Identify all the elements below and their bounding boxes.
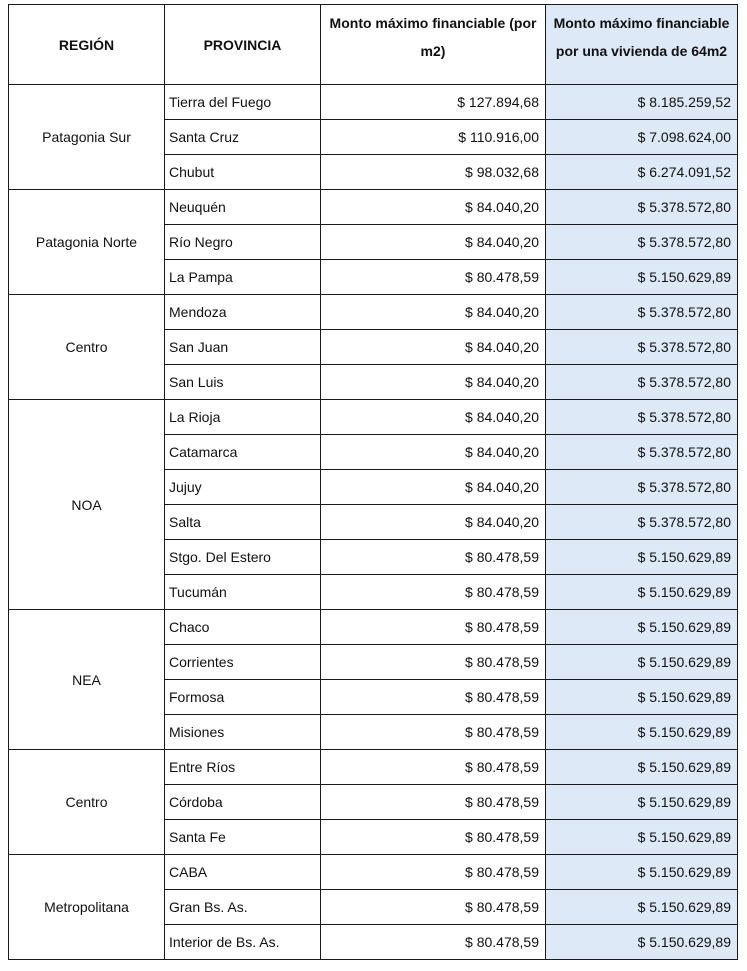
amount-per-64m2-cell: $ 5.378.572,80 (546, 435, 738, 470)
amount-per-m2-cell: $ 80.478,59 (321, 610, 546, 645)
amount-per-64m2-cell: $ 5.150.629,89 (546, 575, 738, 610)
table-body (9, 85, 738, 960)
amount-per-64m2-cell: $ 5.150.629,89 (546, 750, 738, 785)
region-cell: Patagonia Sur (9, 85, 165, 190)
amount-per-64m2-cell: $ 5.150.629,89 (546, 610, 738, 645)
amount-per-64m2-cell: $ 7.098.624,00 (546, 120, 738, 155)
amount-per-m2-cell: $ 84.040,20 (321, 330, 546, 365)
region-cell: Centro (9, 750, 165, 855)
amount-per-m2-cell: $ 110.916,00 (321, 120, 546, 155)
amount-per-64m2-cell: $ 5.150.629,89 (546, 785, 738, 820)
table-header-row (9, 5, 738, 85)
amount-per-64m2-cell: $ 6.274.091,52 (546, 155, 738, 190)
amount-per-64m2-cell: $ 5.150.629,89 (546, 890, 738, 925)
amount-per-64m2-cell: $ 5.150.629,89 (546, 715, 738, 750)
province-cell: Chubut (165, 155, 321, 190)
header-region: REGIÓN (9, 5, 165, 85)
province-cell: Mendoza (165, 295, 321, 330)
province-cell: Entre Ríos (165, 750, 321, 785)
amount-per-m2-cell: $ 80.478,59 (321, 855, 546, 890)
province-cell: Santa Cruz (165, 120, 321, 155)
amount-per-m2-cell: $ 80.478,59 (321, 925, 546, 960)
amount-per-64m2-cell: $ 5.378.572,80 (546, 295, 738, 330)
amount-per-64m2-cell: $ 5.378.572,80 (546, 505, 738, 540)
table-row (9, 855, 738, 890)
amount-per-64m2-cell: $ 5.150.629,89 (546, 645, 738, 680)
amount-per-64m2-cell: $ 5.378.572,80 (546, 225, 738, 260)
province-cell: Neuquén (165, 190, 321, 225)
amount-per-m2-cell: $ 84.040,20 (321, 505, 546, 540)
amount-per-m2-cell: $ 127.894,68 (321, 85, 546, 120)
amount-per-64m2-cell: $ 5.378.572,80 (546, 400, 738, 435)
province-cell: Catamarca (165, 435, 321, 470)
header-province: PROVINCIA (165, 5, 321, 85)
province-cell: Tierra del Fuego (165, 85, 321, 120)
province-cell: Chaco (165, 610, 321, 645)
amount-per-m2-cell: $ 80.478,59 (321, 785, 546, 820)
amount-per-64m2-cell: $ 5.150.629,89 (546, 540, 738, 575)
amount-per-m2-cell: $ 80.478,59 (321, 575, 546, 610)
amount-per-m2-cell: $ 80.478,59 (321, 890, 546, 925)
province-cell: Interior de Bs. As. (165, 925, 321, 960)
header-per-m2: Monto máximo financiable (por m2) (321, 5, 546, 85)
amount-per-64m2-cell: $ 5.150.629,89 (546, 855, 738, 890)
table-row (9, 610, 738, 645)
province-cell: Jujuy (165, 470, 321, 505)
amount-per-m2-cell: $ 80.478,59 (321, 540, 546, 575)
amount-per-64m2-cell: $ 5.150.629,89 (546, 820, 738, 855)
province-cell: San Luis (165, 365, 321, 400)
province-cell: Salta (165, 505, 321, 540)
amount-per-m2-cell: $ 80.478,59 (321, 260, 546, 295)
amount-per-m2-cell: $ 84.040,20 (321, 295, 546, 330)
province-cell: La Pampa (165, 260, 321, 295)
amount-per-m2-cell: $ 84.040,20 (321, 225, 546, 260)
region-cell: Centro (9, 295, 165, 400)
amount-per-64m2-cell: $ 5.150.629,89 (546, 925, 738, 960)
province-cell: Corrientes (165, 645, 321, 680)
province-cell: Misiones (165, 715, 321, 750)
amount-per-m2-cell: $ 84.040,20 (321, 400, 546, 435)
amount-per-m2-cell: $ 84.040,20 (321, 435, 546, 470)
amount-per-m2-cell: $ 80.478,59 (321, 715, 546, 750)
province-cell: Río Negro (165, 225, 321, 260)
province-cell: San Juan (165, 330, 321, 365)
amount-per-m2-cell: $ 98.032,68 (321, 155, 546, 190)
amount-per-m2-cell: $ 80.478,59 (321, 680, 546, 715)
region-cell: Metropolitana (9, 855, 165, 960)
province-cell: La Rioja (165, 400, 321, 435)
amount-per-m2-cell: $ 84.040,20 (321, 470, 546, 505)
amount-per-64m2-cell: $ 5.150.629,89 (546, 680, 738, 715)
province-cell: CABA (165, 855, 321, 890)
amount-per-64m2-cell: $ 5.378.572,80 (546, 190, 738, 225)
amount-per-m2-cell: $ 84.040,20 (321, 190, 546, 225)
amount-per-64m2-cell: $ 5.150.629,89 (546, 260, 738, 295)
province-cell: Tucumán (165, 575, 321, 610)
amount-per-m2-cell: $ 80.478,59 (321, 750, 546, 785)
amount-per-64m2-cell: $ 5.378.572,80 (546, 365, 738, 400)
header-per-64m2: Monto máximo financiable por una vivienda de 64m2 (546, 5, 738, 85)
table-row (9, 295, 738, 330)
table-row (9, 190, 738, 225)
table-row (9, 400, 738, 435)
amount-per-64m2-cell: $ 5.378.572,80 (546, 470, 738, 505)
province-cell: Santa Fe (165, 820, 321, 855)
amount-per-64m2-cell: $ 5.378.572,80 (546, 330, 738, 365)
province-cell: Córdoba (165, 785, 321, 820)
amount-per-64m2-cell: $ 8.185.259,52 (546, 85, 738, 120)
table-row (9, 85, 738, 120)
amount-per-m2-cell: $ 80.478,59 (321, 820, 546, 855)
financing-table (8, 4, 738, 960)
region-cell: Patagonia Norte (9, 190, 165, 295)
province-cell: Stgo. Del Estero (165, 540, 321, 575)
region-cell: NEA (9, 610, 165, 750)
province-cell: Formosa (165, 680, 321, 715)
amount-per-m2-cell: $ 84.040,20 (321, 365, 546, 400)
table-row (9, 750, 738, 785)
region-cell: NOA (9, 400, 165, 610)
province-cell: Gran Bs. As. (165, 890, 321, 925)
amount-per-m2-cell: $ 80.478,59 (321, 645, 546, 680)
